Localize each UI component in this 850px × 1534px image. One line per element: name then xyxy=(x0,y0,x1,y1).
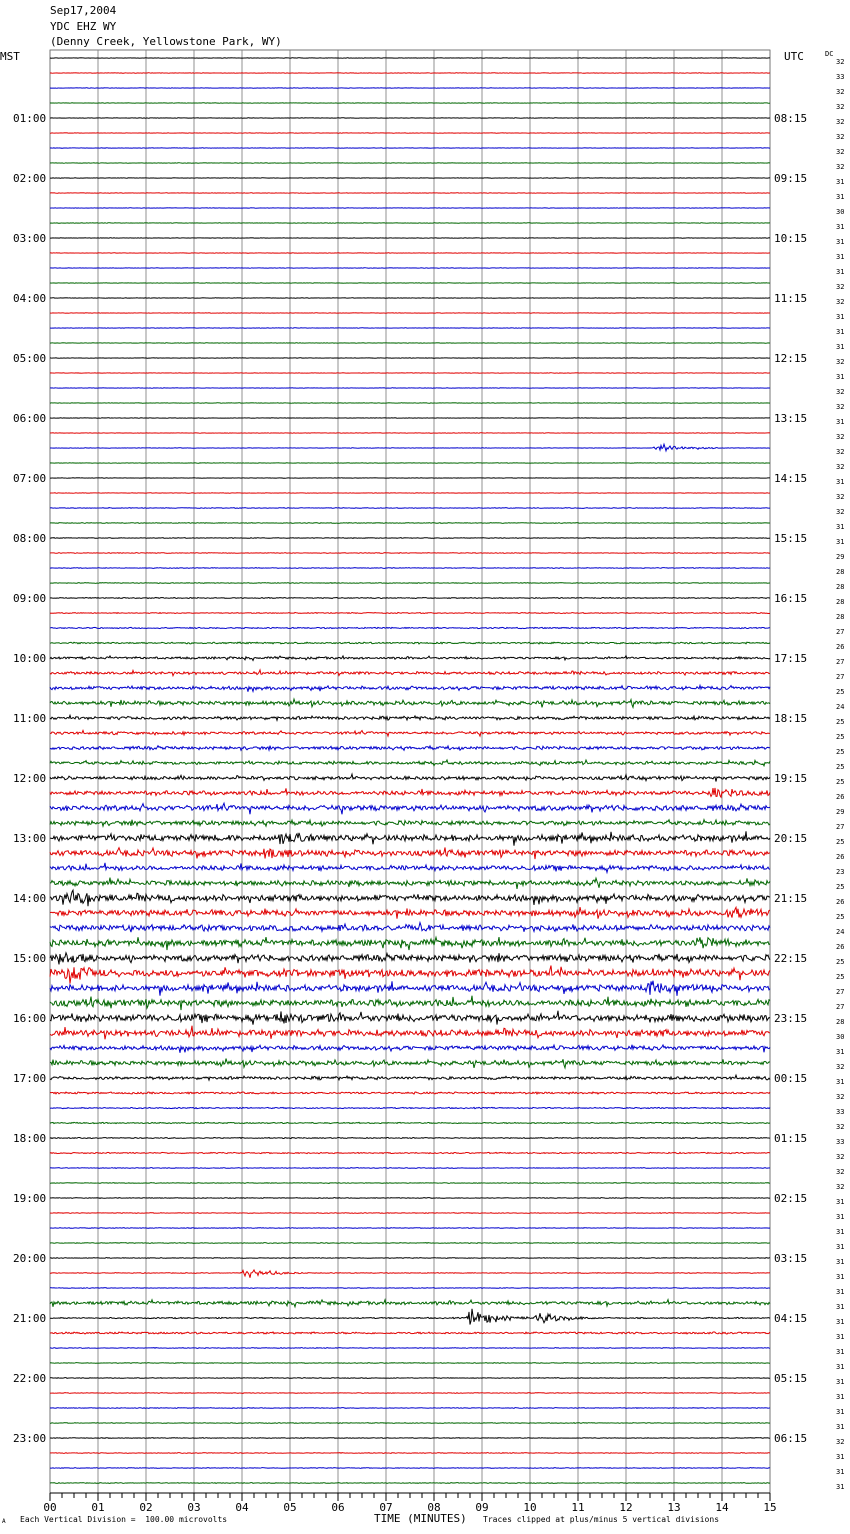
right-hour-label: 19:15 xyxy=(774,772,808,785)
seismic-trace xyxy=(50,538,770,539)
left-hour-label: 07:00 xyxy=(13,472,47,485)
seismic-trace xyxy=(50,803,770,814)
seismic-trace xyxy=(50,685,770,691)
dc-offset-label: 28 xyxy=(836,1018,845,1026)
dc-offset-label: 31 xyxy=(836,1408,845,1416)
seismic-trace xyxy=(50,88,770,89)
seismic-trace xyxy=(50,760,770,766)
dc-offset-label: 25 xyxy=(836,958,845,966)
right-hour-label: 02:15 xyxy=(774,1192,808,1205)
x-tick-label: 13 xyxy=(667,1501,681,1514)
seismic-trace xyxy=(50,996,770,1010)
right-hour-label: 22:15 xyxy=(774,952,808,965)
dc-offset-label: 24 xyxy=(836,928,845,936)
right-hour-label: 13:15 xyxy=(774,412,808,425)
dc-offset-label: 32 xyxy=(836,433,845,441)
seismic-trace xyxy=(50,642,770,644)
clip-note: Traces clipped at plus/minus 5 vertical divisions xyxy=(483,1515,720,1524)
seismic-trace xyxy=(50,907,770,919)
dc-offset-label: 31 xyxy=(836,1228,845,1236)
seismic-trace xyxy=(50,656,770,661)
right-hour-label: 21:15 xyxy=(774,892,808,905)
dc-offset-label: 31 xyxy=(836,328,845,336)
x-tick-label: 07 xyxy=(379,1501,393,1514)
seismic-trace xyxy=(50,863,770,873)
seismic-trace xyxy=(50,444,770,451)
left-hour-label: 21:00 xyxy=(13,1312,47,1325)
dc-offset-label: 28 xyxy=(836,583,845,591)
seismic-trace xyxy=(50,1059,770,1068)
dc-offset-label: 25 xyxy=(836,913,845,921)
seismic-trace xyxy=(50,923,770,933)
left-hour-label: 09:00 xyxy=(13,592,47,605)
dc-offset-label: 32 xyxy=(836,133,845,141)
dc-offset-label: 30 xyxy=(836,1033,845,1041)
seismic-trace xyxy=(50,1075,770,1080)
dc-offset-label: 31 xyxy=(836,343,845,351)
dc-offset-label: 31 xyxy=(836,1423,845,1431)
dc-offset-label: 31 xyxy=(836,178,845,186)
seismic-trace xyxy=(50,774,770,781)
dc-offset-label: 31 xyxy=(836,1048,845,1056)
dc-offset-label: 27 xyxy=(836,823,845,831)
seismic-trace xyxy=(50,268,770,269)
traces-group xyxy=(50,58,770,1484)
left-hour-label: 12:00 xyxy=(13,772,47,785)
x-tick-label: 09 xyxy=(475,1501,489,1514)
seismic-trace xyxy=(50,253,770,254)
dc-offset-label: 31 xyxy=(836,1453,845,1461)
right-timezone-label: UTC xyxy=(784,50,804,63)
dc-offset-label: 32 xyxy=(836,508,845,516)
seismic-trace xyxy=(50,433,770,434)
seismic-trace xyxy=(50,1378,770,1379)
dc-offset-label: 31 xyxy=(836,523,845,531)
dc-offset-label: 31 xyxy=(836,1363,845,1371)
seismic-trace xyxy=(50,1332,770,1334)
left-hour-label: 10:00 xyxy=(13,652,47,665)
seismic-trace xyxy=(50,1300,770,1307)
seismic-trace xyxy=(50,148,770,149)
dc-offset-label: 31 xyxy=(836,1483,845,1491)
dc-offset-label: 31 xyxy=(836,1303,845,1311)
left-hour-label: 04:00 xyxy=(13,292,47,305)
x-tick-label: 15 xyxy=(763,1501,777,1514)
seismic-trace xyxy=(50,73,770,74)
left-hour-label: 16:00 xyxy=(13,1012,47,1025)
left-hour-label: 22:00 xyxy=(13,1372,47,1385)
dc-offset-label: 26 xyxy=(836,943,845,951)
seismic-trace xyxy=(50,699,770,707)
scale-note: Each Vertical Division = 100.00 microvolts xyxy=(20,1515,228,1524)
x-tick-label: 05 xyxy=(283,1501,297,1514)
seismic-trace xyxy=(50,848,770,860)
dc-offset-label: 31 xyxy=(836,538,845,546)
dc-offset-label: 25 xyxy=(836,688,845,696)
seismic-trace xyxy=(50,937,770,950)
seismic-trace xyxy=(50,1026,770,1040)
seismic-trace xyxy=(50,1213,770,1214)
dc-offset-label: 32 xyxy=(836,163,845,171)
seismic-trace xyxy=(50,508,770,509)
right-hour-label: 11:15 xyxy=(774,292,808,305)
right-hour-label: 20:15 xyxy=(774,832,808,845)
seismic-trace xyxy=(50,1468,770,1469)
dc-offset-label: 31 xyxy=(836,1468,845,1476)
dc-offset-label: 32 xyxy=(836,1153,845,1161)
left-hour-label: 05:00 xyxy=(13,352,47,365)
right-hour-label: 00:15 xyxy=(774,1072,808,1085)
seismic-trace xyxy=(50,478,770,479)
seismic-trace xyxy=(50,388,770,389)
seismic-trace xyxy=(50,58,770,59)
dc-offset-label: 32 xyxy=(836,358,845,366)
dc-offset-label: 24 xyxy=(836,703,845,711)
seismic-trace xyxy=(50,1122,770,1123)
dc-offset-label: 32 xyxy=(836,493,845,501)
left-hour-label: 18:00 xyxy=(13,1132,47,1145)
seismic-trace xyxy=(50,328,770,329)
dc-offset-label: 31 xyxy=(836,1348,845,1356)
dc-offset-label: 32 xyxy=(836,298,845,306)
left-hour-label: 03:00 xyxy=(13,232,47,245)
seismic-trace xyxy=(50,493,770,494)
seismic-trace xyxy=(50,746,770,751)
dc-offset-label: 33 xyxy=(836,1108,845,1116)
dc-offset-label: 31 xyxy=(836,223,845,231)
dc-offset-label: 25 xyxy=(836,838,845,846)
seismic-trace xyxy=(50,1309,770,1325)
dc-offset-label: 32 xyxy=(836,58,845,66)
dc-offset-label: 25 xyxy=(836,733,845,741)
seismic-trace xyxy=(50,1483,770,1484)
seismic-trace xyxy=(50,1011,770,1025)
header-date: Sep17,2004 xyxy=(50,4,117,17)
dc-offset-label: 33 xyxy=(836,73,845,81)
left-hour-label: 23:00 xyxy=(13,1432,47,1445)
dc-offset-label: 32 xyxy=(836,463,845,471)
dc-offset-label: 32 xyxy=(836,403,845,411)
corner-mark: A xyxy=(2,1518,6,1525)
dc-offset-label: 33 xyxy=(836,1138,845,1146)
dc-offset-label: 32 xyxy=(836,88,845,96)
seismic-trace xyxy=(50,298,770,299)
left-timezone-label: MST xyxy=(0,50,20,63)
dc-offset-label: 32 xyxy=(836,118,845,126)
dc-offset-label: 31 xyxy=(836,1078,845,1086)
left-hour-label: 02:00 xyxy=(13,172,47,185)
x-tick-label: 03 xyxy=(187,1501,201,1514)
left-hour-label: 08:00 xyxy=(13,532,47,545)
seismic-trace xyxy=(50,715,770,720)
dc-offset-label: 32 xyxy=(836,388,845,396)
dc-offset-label: 26 xyxy=(836,793,845,801)
dc-offset-label: 31 xyxy=(836,238,845,246)
x-tick-label: 00 xyxy=(43,1501,57,1514)
dc-offset-label: 27 xyxy=(836,988,845,996)
dc-offset-label: 32 xyxy=(836,448,845,456)
left-hour-label: 19:00 xyxy=(13,1192,47,1205)
right-hour-label: 05:15 xyxy=(774,1372,808,1385)
seismic-trace xyxy=(50,313,770,314)
seismic-trace xyxy=(50,1363,770,1364)
dc-offset-label: 31 xyxy=(836,1213,845,1221)
seismic-trace xyxy=(50,118,770,119)
left-hour-label: 20:00 xyxy=(13,1252,47,1265)
dc-offset-label: 31 xyxy=(836,253,845,261)
dc-offset-label: 31 xyxy=(836,193,845,201)
dc-offset-label: 28 xyxy=(836,568,845,576)
seismic-trace xyxy=(50,831,770,845)
dc-offset-label: 27 xyxy=(836,658,845,666)
seismic-trace xyxy=(50,1152,770,1153)
seismic-trace xyxy=(50,193,770,194)
seismic-trace xyxy=(50,163,770,164)
seismic-trace xyxy=(50,103,770,104)
dc-offset-label: 32 xyxy=(836,1093,845,1101)
dc-offset-label: 30 xyxy=(836,208,845,216)
seismic-trace xyxy=(50,1453,770,1454)
right-hour-label: 18:15 xyxy=(774,712,808,725)
seismic-trace xyxy=(50,208,770,209)
seismic-trace xyxy=(50,283,770,284)
right-hour-label: 04:15 xyxy=(774,1312,808,1325)
seismic-trace xyxy=(50,223,770,224)
dc-offset-label: 32 xyxy=(836,148,845,156)
seismic-trace xyxy=(50,1258,770,1259)
seismic-trace xyxy=(50,1288,770,1289)
dc-offset-label: 31 xyxy=(836,373,845,381)
dc-offset-label: 26 xyxy=(836,853,845,861)
dc-offset-label: 31 xyxy=(836,1243,845,1251)
seismic-trace xyxy=(50,878,770,889)
dc-offset-label: 28 xyxy=(836,613,845,621)
x-tick-label: 11 xyxy=(571,1501,585,1514)
dc-offset-label: 32 xyxy=(836,103,845,111)
right-hour-label: 08:15 xyxy=(774,112,808,125)
seismic-trace xyxy=(50,627,770,628)
seismic-trace xyxy=(50,1423,770,1424)
dc-offset-label: 27 xyxy=(836,1003,845,1011)
seismic-trace xyxy=(50,670,770,676)
seismic-trace xyxy=(50,418,770,419)
dc-column-label: DC xyxy=(825,50,834,58)
seismic-trace xyxy=(50,1393,770,1394)
seismic-trace xyxy=(50,1270,770,1278)
dc-offset-label: 31 xyxy=(836,478,845,486)
seismic-trace xyxy=(50,1137,770,1138)
right-hour-label: 17:15 xyxy=(774,652,808,665)
dc-offset-label: 32 xyxy=(836,1063,845,1071)
dc-offset-label: 25 xyxy=(836,778,845,786)
seismic-trace xyxy=(50,788,770,797)
dc-offset-label: 23 xyxy=(836,868,845,876)
x-tick-label: 01 xyxy=(91,1501,105,1514)
seismic-trace xyxy=(50,612,770,613)
seismic-trace xyxy=(50,890,770,906)
right-hour-label: 10:15 xyxy=(774,232,808,245)
dc-offset-label: 32 xyxy=(836,1183,845,1191)
dc-offset-label: 31 xyxy=(836,1273,845,1281)
seismic-trace xyxy=(50,966,770,984)
left-hour-label: 13:00 xyxy=(13,832,47,845)
seismic-trace xyxy=(50,583,770,584)
x-axis-label: TIME (MINUTES) xyxy=(374,1512,467,1525)
right-hour-label: 15:15 xyxy=(774,532,808,545)
header-location: (Denny Creek, Yellowstone Park, WY) xyxy=(50,35,282,48)
dc-offset-label: 32 xyxy=(836,283,845,291)
dc-offset-label: 25 xyxy=(836,718,845,726)
right-hour-label: 23:15 xyxy=(774,1012,808,1025)
seismic-trace xyxy=(50,1408,770,1409)
dc-offset-label: 31 xyxy=(836,1333,845,1341)
seismic-trace xyxy=(50,1107,770,1108)
seismic-trace xyxy=(50,1092,770,1094)
x-tick-label: 04 xyxy=(235,1501,249,1514)
dc-offset-label: 31 xyxy=(836,1258,845,1266)
right-hour-label: 03:15 xyxy=(774,1252,808,1265)
seismic-trace xyxy=(50,568,770,569)
seismic-trace xyxy=(50,178,770,179)
dc-offset-label: 28 xyxy=(836,598,845,606)
dc-offset-label: 29 xyxy=(836,553,845,561)
dc-offset-label: 31 xyxy=(836,268,845,276)
seismic-trace xyxy=(50,343,770,344)
x-tick-label: 08 xyxy=(427,1501,441,1514)
right-hour-label: 16:15 xyxy=(774,592,808,605)
dc-offset-label: 31 xyxy=(836,1318,845,1326)
left-hour-label: 15:00 xyxy=(13,952,47,965)
right-hour-label: 01:15 xyxy=(774,1132,808,1145)
dc-offset-label: 32 xyxy=(836,1438,845,1446)
right-hour-label: 14:15 xyxy=(774,472,808,485)
dc-offset-label: 31 xyxy=(836,313,845,321)
seismic-trace xyxy=(50,238,770,239)
dc-offset-label: 32 xyxy=(836,1168,845,1176)
dc-offset-label: 25 xyxy=(836,763,845,771)
seismic-trace xyxy=(50,133,770,134)
dc-offset-label: 31 xyxy=(836,1198,845,1206)
seismic-trace xyxy=(50,1045,770,1053)
seismic-trace xyxy=(50,373,770,374)
plot-frame xyxy=(50,50,770,1493)
dc-offset-label: 25 xyxy=(836,748,845,756)
x-tick-label: 02 xyxy=(139,1501,153,1514)
dc-offset-label: 31 xyxy=(836,1393,845,1401)
left-hour-label: 17:00 xyxy=(13,1072,47,1085)
seismic-trace xyxy=(50,1243,770,1244)
seismic-trace xyxy=(50,1228,770,1229)
left-hour-label: 01:00 xyxy=(13,112,47,125)
seismic-trace xyxy=(50,597,770,598)
seismic-trace xyxy=(50,523,770,524)
dc-offset-label: 32 xyxy=(836,1123,845,1131)
seismic-trace xyxy=(50,358,770,359)
dc-offset-label: 26 xyxy=(836,643,845,651)
seismic-trace xyxy=(50,463,770,464)
seismic-trace xyxy=(50,1198,770,1199)
dc-offset-label: 27 xyxy=(836,673,845,681)
dc-offset-label: 31 xyxy=(836,1378,845,1386)
seismic-trace xyxy=(50,1438,770,1439)
dc-offset-label: 25 xyxy=(836,973,845,981)
header-station: YDC EHZ WY xyxy=(50,20,117,33)
x-tick-label: 06 xyxy=(331,1501,345,1514)
seismic-trace xyxy=(50,820,770,827)
left-hour-label: 14:00 xyxy=(13,892,47,905)
right-hour-label: 12:15 xyxy=(774,352,808,365)
labels-group xyxy=(13,58,844,1514)
left-hour-label: 06:00 xyxy=(13,412,47,425)
dc-offset-label: 31 xyxy=(836,418,845,426)
dc-offset-label: 29 xyxy=(836,808,845,816)
left-hour-label: 11:00 xyxy=(13,712,47,725)
seismic-trace xyxy=(50,730,770,736)
seismic-trace xyxy=(50,1168,770,1169)
x-tick-label: 10 xyxy=(523,1501,537,1514)
seismic-trace xyxy=(50,553,770,554)
right-hour-label: 06:15 xyxy=(774,1432,808,1445)
seismic-trace xyxy=(50,1183,770,1184)
dc-offset-label: 27 xyxy=(836,628,845,636)
seismic-trace xyxy=(50,953,770,965)
x-tick-label: 14 xyxy=(715,1501,729,1514)
dc-offset-label: 25 xyxy=(836,883,845,891)
seismic-trace xyxy=(50,1348,770,1349)
seismic-trace xyxy=(50,403,770,404)
dc-offset-label: 31 xyxy=(836,1288,845,1296)
seismic-trace xyxy=(50,981,770,996)
dc-offset-label: 26 xyxy=(836,898,845,906)
x-tick-label: 12 xyxy=(619,1501,633,1514)
right-hour-label: 09:15 xyxy=(774,172,808,185)
